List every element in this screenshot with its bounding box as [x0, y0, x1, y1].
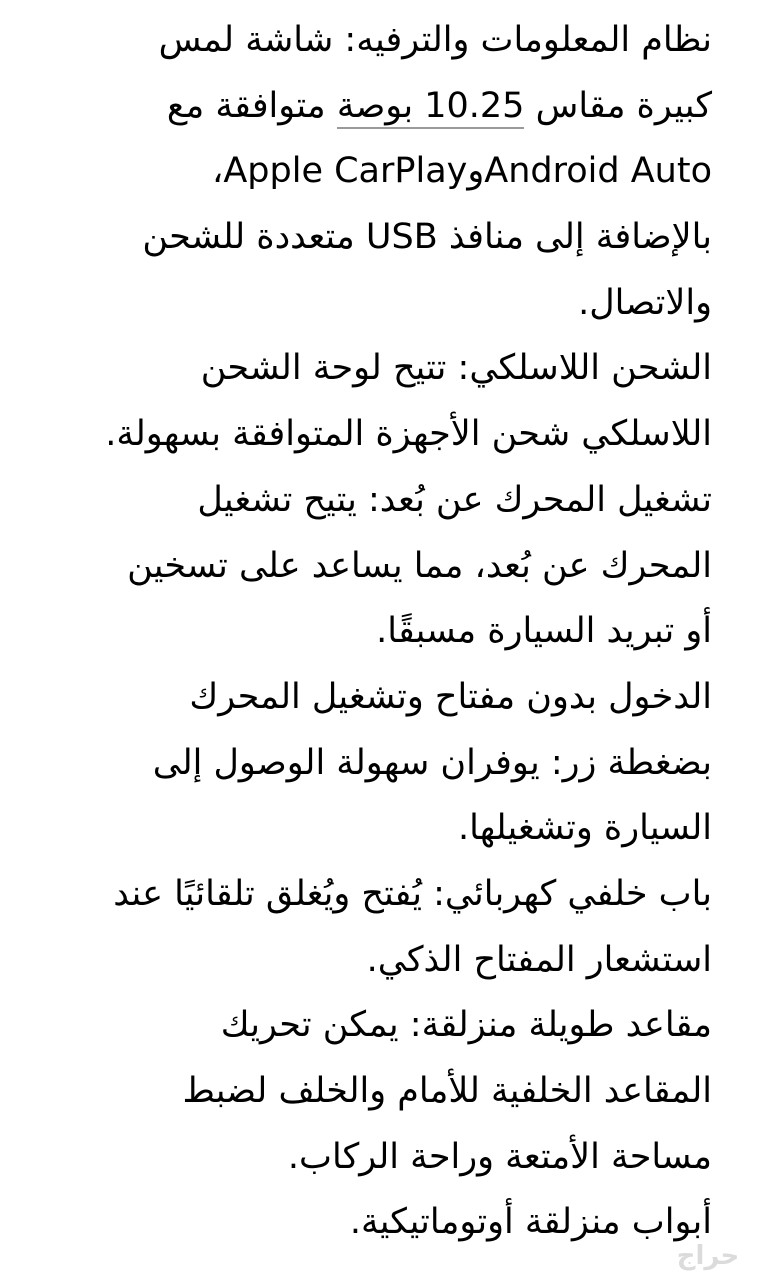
text-line: نظام المعلومات والترفيه: شاشة لمس	[158, 20, 712, 60]
apple-carplay-text: Apple CarPlay	[223, 151, 468, 192]
text-line: الشحن اللاسلكي: تتيح لوحة الشحن	[200, 348, 712, 389]
text-segment: ،	[212, 151, 224, 192]
text-line: بضغطة زر: يوفران سهولة الوصول إلى	[152, 742, 712, 783]
text-segment: كبيرة مقاس	[535, 85, 712, 126]
svg-text:حراج: حراج	[676, 1241, 740, 1271]
text-line: مساحة الأمتعة وراحة الركاب.	[287, 1136, 712, 1177]
text-segment: متوافقة مع	[166, 85, 326, 126]
text-line: بالإضافة إلى منافذ USB متعددة للشحن	[142, 217, 712, 258]
document-body	[52, 8, 712, 1256]
text-segment: و	[467, 151, 485, 192]
text-line: المحرك عن بُعد، مما يساعد على تسخين	[127, 545, 712, 586]
text-line	[52, 139, 712, 205]
text-line: تشغيل المحرك عن بُعد: يتيح تشغيل	[197, 479, 712, 520]
text-line: أو تبريد السيارة مسبقًا.	[376, 611, 712, 652]
android-auto-text: Android Auto	[484, 151, 712, 192]
text-line: السيارة وتشغيلها.	[457, 808, 712, 849]
text-line: استشعار المفتاح الذكي.	[366, 939, 712, 980]
text-line	[52, 74, 712, 140]
text-line: الدخول بدون مفتاح وتشغيل المحرك	[189, 676, 712, 717]
text-line: أبواب منزلقة أوتوماتيكية.	[349, 1202, 712, 1243]
haraj-watermark-logo	[665, 1234, 751, 1274]
text-line: والاتصال.	[578, 282, 712, 323]
size-link[interactable]: 10.25 بوصة	[337, 86, 525, 129]
text-line: مقاعد طويلة منزلقة: يمكن تحريك	[220, 1005, 712, 1046]
text-line: اللاسلكي شحن الأجهزة المتوافقة بسهولة.	[105, 414, 712, 455]
text-line: باب خلفي كهربائي: يُفتح ويُغلق تلقائيًا عند	[113, 873, 712, 914]
text-line: المقاعد الخلفية للأمام والخلف لضبط	[182, 1071, 712, 1111]
